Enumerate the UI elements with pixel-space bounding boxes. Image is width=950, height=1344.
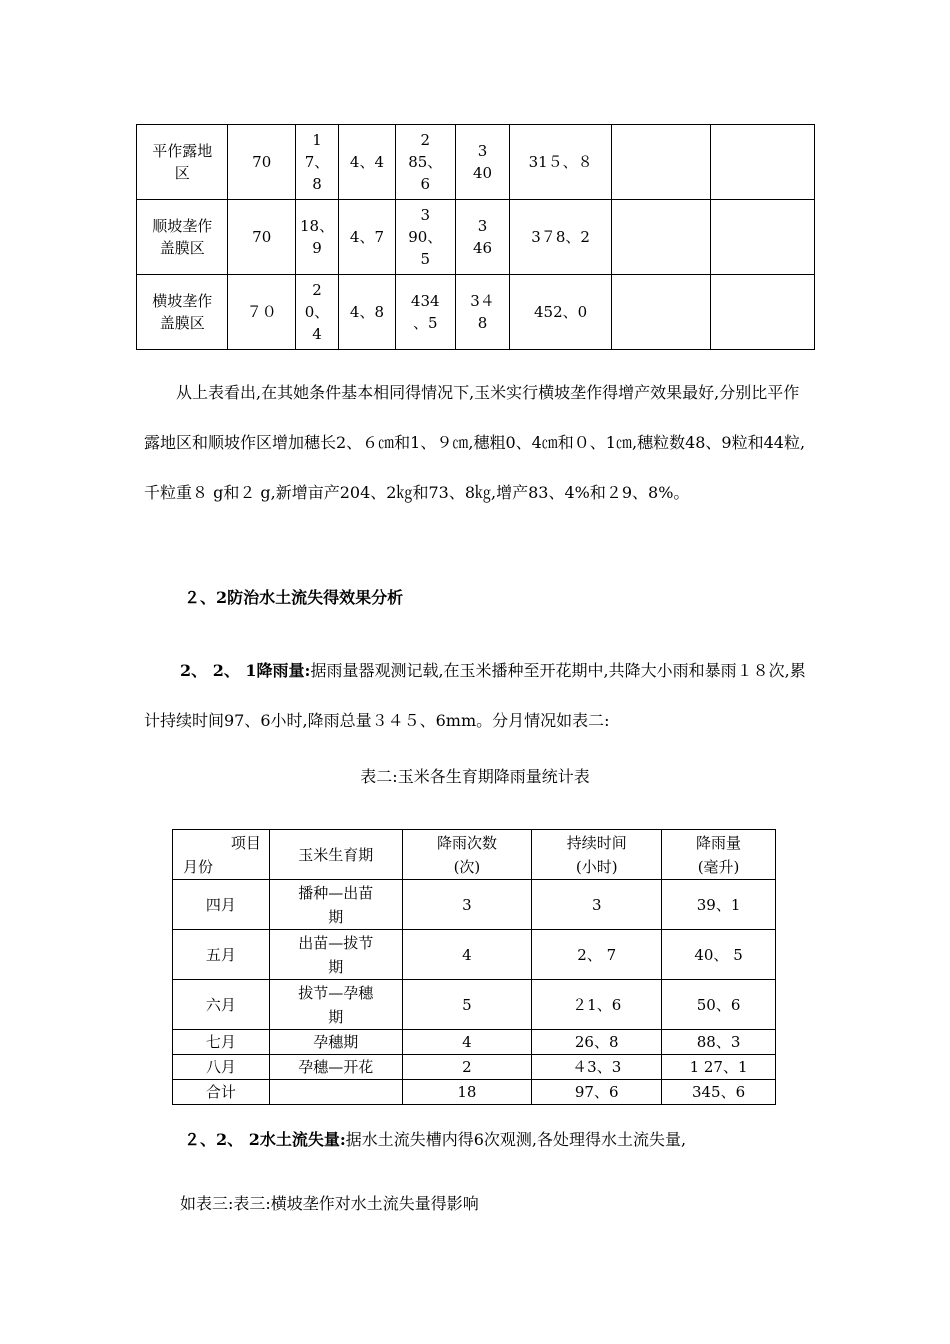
table-row — [137, 275, 815, 350]
table-row — [137, 200, 815, 275]
table-cell — [269, 1080, 402, 1105]
table-cell: 2、 7 — [532, 930, 662, 980]
rainfall-table — [172, 829, 776, 1105]
table-row — [173, 980, 776, 1030]
header-stage: 玉米生育期 — [269, 830, 402, 880]
header-amount: 降雨量 (毫升) — [662, 830, 776, 880]
table-cell: 26、8 — [532, 1030, 662, 1055]
table-cell — [611, 200, 710, 275]
table-row — [173, 1080, 776, 1105]
table-cell — [611, 125, 710, 200]
table-cell: 合计 — [173, 1080, 270, 1105]
table-cell: 1 27、1 — [662, 1055, 776, 1080]
table-cell: 播种—出苗 期 — [269, 880, 402, 930]
table-cell: 434 、5 — [395, 275, 455, 350]
header-month: 月份 — [183, 857, 214, 876]
header-item: 项目 — [230, 833, 261, 852]
table-cell: 拔节—孕穗 期 — [269, 980, 402, 1030]
table-cell: 四月 — [173, 880, 270, 930]
yield-table — [136, 124, 815, 350]
table-cell: 顺坡垄作盖膜区 — [137, 200, 228, 275]
table-cell: 3７8、2 — [510, 200, 611, 275]
table-cell: 五月 — [173, 930, 270, 980]
rainfall-paragraph — [144, 646, 814, 746]
table-cell — [710, 275, 814, 350]
table-cell: ７０ — [228, 275, 296, 350]
table-row — [173, 930, 776, 980]
table-cell: ４3、3 — [532, 1055, 662, 1080]
table2-caption: 表二:玉米各生育期降雨量统计表 — [360, 767, 590, 786]
table-cell — [710, 200, 814, 275]
table-cell: 4 — [402, 1030, 532, 1055]
table-cell: 4、8 — [339, 275, 396, 350]
table-cell: 六月 — [173, 980, 270, 1030]
table-cell: 3４ 8 — [455, 275, 510, 350]
table-cell: 4、7 — [339, 200, 396, 275]
table-cell: 18 — [402, 1080, 532, 1105]
table-cell: 七月 — [173, 1030, 270, 1055]
table-cell: 70 — [228, 200, 296, 275]
table-cell: 八月 — [173, 1055, 270, 1080]
table-cell: 3 — [532, 880, 662, 930]
section-heading: ２、2防治水土流失得效果分析 — [184, 588, 404, 607]
table-row — [173, 1030, 776, 1055]
table-row — [137, 125, 815, 200]
table-cell: 3 40 — [455, 125, 510, 200]
table-cell: 345、6 — [662, 1080, 776, 1105]
table-row — [173, 1055, 776, 1080]
table-cell — [611, 275, 710, 350]
header-item-month — [173, 830, 270, 880]
table-cell: 3 — [402, 880, 532, 930]
table-cell: 97、6 — [532, 1080, 662, 1105]
erosion-paragraph — [184, 1126, 686, 1154]
table-cell: 2 0、 4 — [296, 275, 339, 350]
table-cell: 70 — [228, 125, 296, 200]
table-cell: 3 90、 5 — [395, 200, 455, 275]
erosion-label: ２、2、 2水土流失量: — [184, 1130, 346, 1149]
table-cell: 88、3 — [662, 1030, 776, 1055]
rainfall-label: 2、 2、 1降雨量: — [180, 661, 311, 680]
table-cell: 452、0 — [510, 275, 611, 350]
table-cell: 2 — [402, 1055, 532, 1080]
table-cell: 横坡垄作盖膜区 — [137, 275, 228, 350]
header-count: 降雨次数 (次) — [402, 830, 532, 880]
table-cell: 2 85、 6 — [395, 125, 455, 200]
table-cell: ２1、6 — [532, 980, 662, 1030]
table-cell — [710, 125, 814, 200]
table-cell: 平作露地区 — [137, 125, 228, 200]
analysis-paragraph: 从上表看出,在其她条件基本相同得情况下,玉米实行横坡垄作得增产效果最好,分别比平作露地区和顺坡作区增加穗长2、６㎝和1、９㎝,穗粗0、4㎝和０、1㎝,穗粒数48、9粒和44粒,千粒重８ g和２ g,新增亩产204、2㎏和73、8㎏,增产83、4%和２9、8%。 — [144, 383, 806, 502]
table-cell: 4 — [402, 930, 532, 980]
erosion-text: 据水土流失槽内得6次观测,各处理得水土流失量, — [345, 1130, 687, 1149]
rainfall-text: 据雨量器观测记载,在玉米播种至开花期中,共降大小雨和暴雨１８次,累计持续时间97、6小时,降雨总量３４５、6mm。分月情况如表二: — [144, 661, 806, 730]
table-cell: 1 7、 8 — [296, 125, 339, 200]
table-cell: 4、4 — [339, 125, 396, 200]
table-cell: 出苗—拔节 期 — [269, 930, 402, 980]
table-cell: 孕穗期 — [269, 1030, 402, 1055]
table-cell: 31５、８ — [510, 125, 611, 200]
table-cell: 孕穗—开花 — [269, 1055, 402, 1080]
table-cell: 40、 5 — [662, 930, 776, 980]
header-duration: 持续时间 (小时) — [532, 830, 662, 880]
table-cell: 5 — [402, 980, 532, 1030]
table-cell: 18、 9 — [296, 200, 339, 275]
table-row — [173, 880, 776, 930]
table-cell: 50、6 — [662, 980, 776, 1030]
table-cell: 39、1 — [662, 880, 776, 930]
table-cell: 3 46 — [455, 200, 510, 275]
table3-intro: 如表三:表三:横坡垄作对水土流失量得影响 — [180, 1194, 479, 1213]
